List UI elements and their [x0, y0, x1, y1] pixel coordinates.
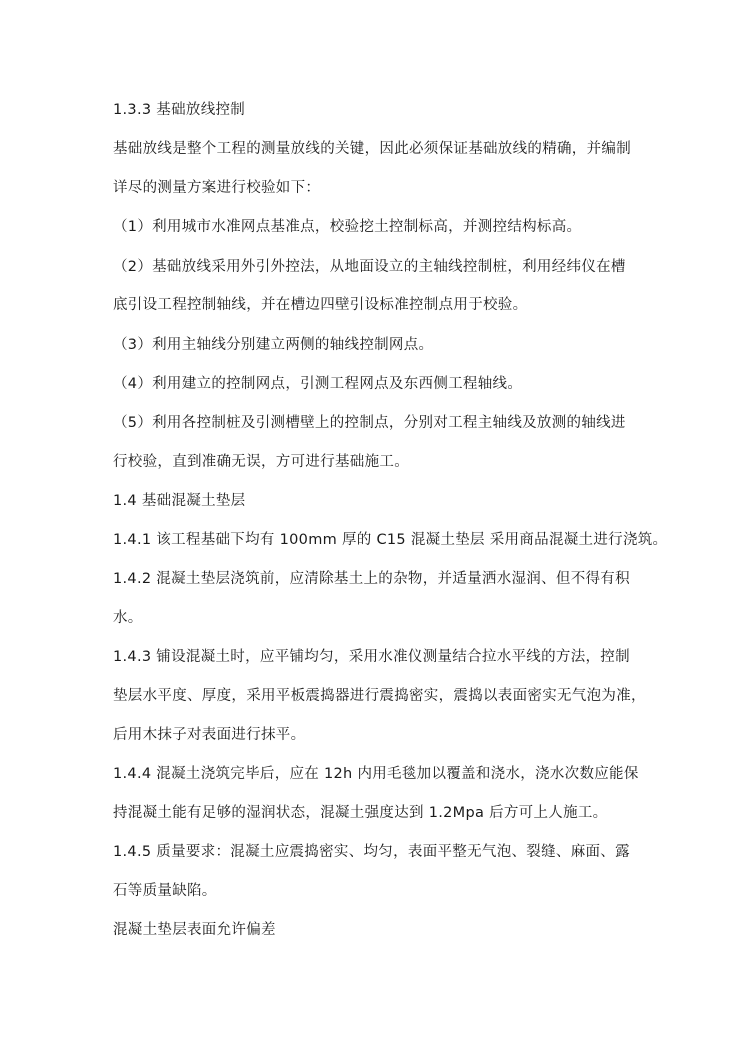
paragraph-1-4-3-continued: 垫层水平度、厚度，采用平板震捣器进行震捣密实，震捣以表面密实无气泡为准，: [113, 688, 646, 704]
paragraph-1-4-2-continued: 水。: [113, 610, 143, 626]
list-item-1: （1）利用城市水准网点基准点，校验挖土控制标高，并测控结构标高。: [113, 219, 582, 235]
paragraph-1-4-3-continued: 后用木抹子对表面进行抹平。: [113, 727, 306, 743]
paragraph-line: 基础放线是整个工程的测量放线的关键，因此必须保证基础放线的精确，并编制: [113, 141, 631, 157]
paragraph-1-4-2: 1.4.2 混凝土垫层浇筑前，应清除基土上的杂物，并适量洒水湿润、但不得有积: [113, 571, 630, 587]
paragraph-1-4-1: 1.4.1 该工程基础下均有 100mm 厚的 C15 混凝土垫层 采用商品混凝土进行浇筑。: [113, 532, 668, 548]
section-heading-1-4: 1.4 基础混凝土垫层: [113, 493, 246, 509]
section-heading-1-3-3: 1.3.3 基础放线控制: [113, 102, 246, 118]
paragraph-1-4-5-continued: 石等质量缺陷。: [113, 883, 217, 899]
list-item-4: （4）利用建立的控制网点，引测工程网点及东西侧工程轴线。: [113, 376, 523, 392]
list-item-2-continued: 底引设工程控制轴线，并在槽边四壁引设标准控制点用于校验。: [113, 297, 528, 313]
paragraph-line: 详尽的测量方案进行校验如下：: [113, 180, 321, 196]
list-item-5: （5）利用各控制桩及引测槽壁上的控制点，分别对工程主轴线及放测的轴线进: [113, 415, 626, 431]
list-item-3: （3）利用主轴线分别建立两侧的轴线控制网点。: [113, 337, 434, 353]
table-caption: 混凝土垫层表面允许偏差: [113, 922, 276, 938]
paragraph-1-4-4-continued: 持混凝土能有足够的湿润状态，混凝土强度达到 1.2Mpa 后方可上人施工。: [113, 805, 608, 821]
paragraph-1-4-4: 1.4.4 混凝土浇筑完毕后，应在 12h 内用毛毯加以覆盖和浇水，浇水次数应能保: [113, 766, 639, 782]
list-item-5-continued: 行校验，直到准确无误，方可进行基础施工。: [113, 454, 409, 470]
paragraph-1-4-5: 1.4.5 质量要求：混凝土应震捣密实、均匀，表面平整无气泡、裂缝、麻面、露: [113, 844, 630, 860]
list-item-2: （2）基础放线采用外引外控法，从地面设立的主轴线控制桩，利用经纬仪在槽: [113, 259, 626, 275]
paragraph-1-4-3: 1.4.3 铺设混凝土时，应平铺均匀，采用水准仪测量结合拉水平线的方法，控制: [113, 649, 630, 665]
